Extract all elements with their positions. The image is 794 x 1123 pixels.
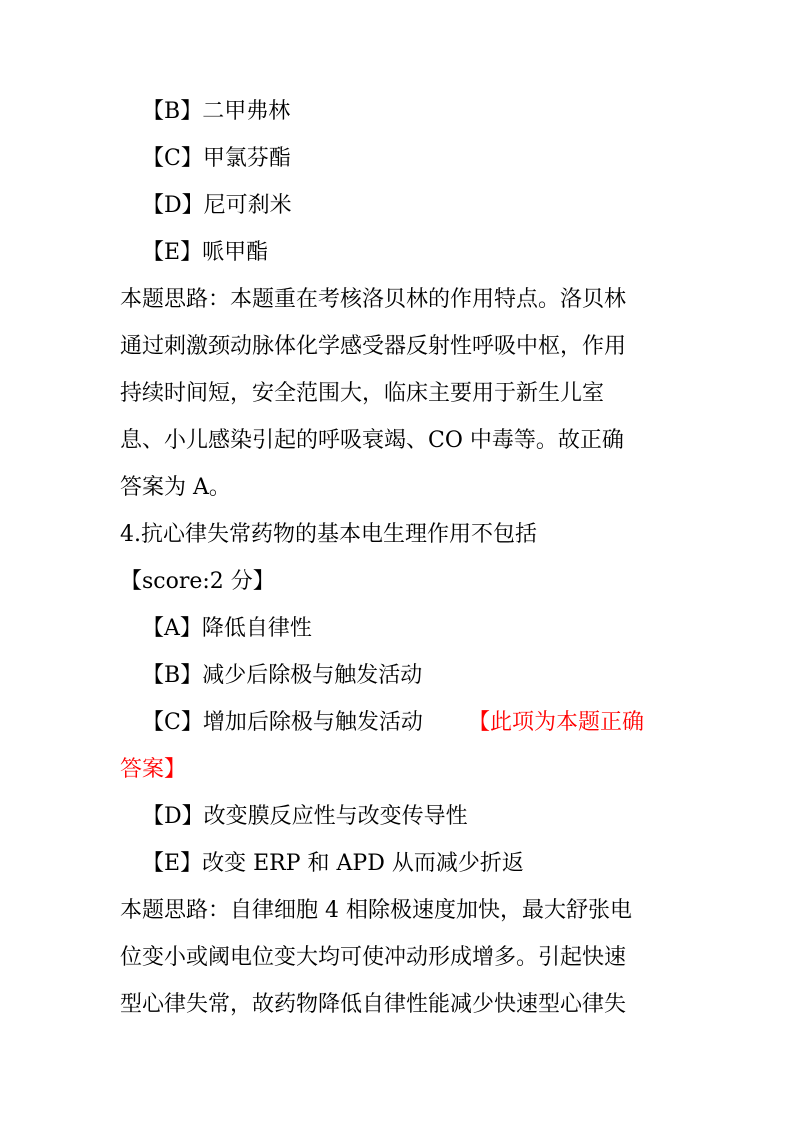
explanation-line: 息、小儿感染引起的呼吸衰竭、CO 中毒等。故正确	[120, 428, 624, 453]
option-b: 【B】减少后除极与触发活动	[142, 663, 423, 688]
explanation-line: 通过刺激颈动脉体化学感受器反射性呼吸中枢，作用	[120, 334, 627, 359]
explanation-line: 型心律失常，故药物降低自律性能减少快速型心律失	[120, 992, 627, 1017]
option-b: 【B】二甲弗林	[142, 99, 291, 124]
option-a: 【A】降低自律性	[142, 616, 312, 641]
explanation-line: 持续时间短，安全范围大，临床主要用于新生儿室	[120, 381, 605, 406]
correct-answer-mark-continued: 答案】	[120, 757, 187, 782]
option-c: 【C】甲氯芬酯	[142, 146, 291, 171]
explanation-line: 本题思路：自律细胞 4 相除极速度加快，最大舒张电	[120, 898, 632, 923]
explanation-line: 位变小或阈电位变大均可使冲动形成增多。引起快速	[120, 945, 627, 970]
explanation-line: 本题思路：本题重在考核洛贝林的作用特点。洛贝林	[120, 287, 627, 312]
option-d: 【D】改变膜反应性与改变传导性	[142, 804, 468, 829]
correct-answer-mark: 【此项为本题正确	[468, 710, 645, 735]
question-title: 4.抗心律失常药物的基本电生理作用不包括	[120, 522, 537, 547]
explanation-line: 答案为 A。	[120, 475, 231, 500]
option-c: 【C】增加后除极与触发活动	[142, 710, 423, 735]
option-e: 【E】改变 ERP 和 APD 从而减少折返	[142, 851, 524, 876]
question-score: 【score:2 分】	[120, 569, 275, 594]
option-d: 【D】尼可刹米	[142, 193, 292, 218]
option-e: 【E】哌甲酯	[142, 240, 269, 265]
